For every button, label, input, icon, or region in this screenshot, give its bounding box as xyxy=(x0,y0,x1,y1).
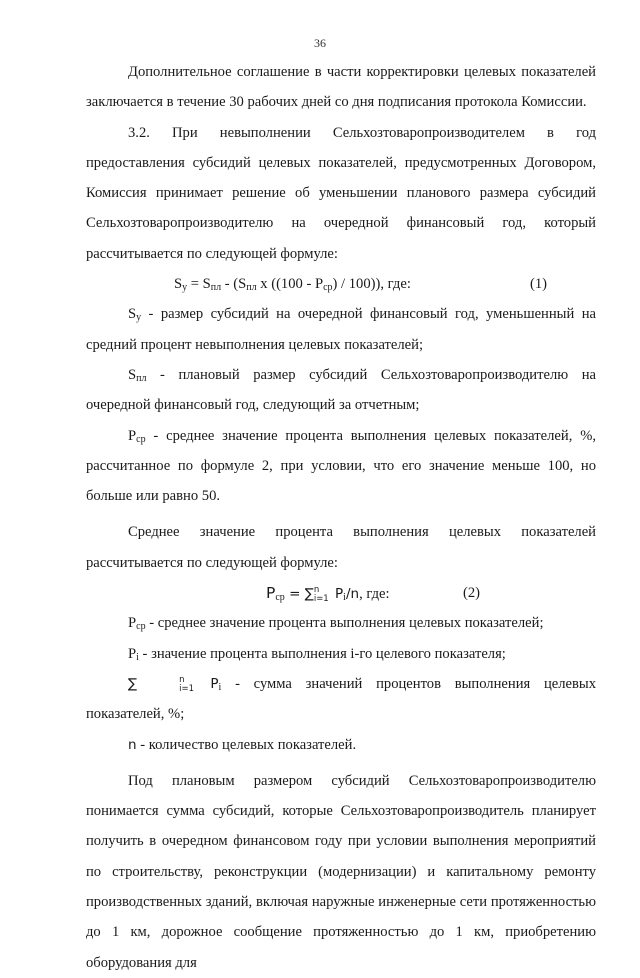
definition-spl: $S_{пл}$ - плановый размер субсидий Сельхозтоваропроизводителю на очередной финансовый год, следующий за отчетным; xyxy=(86,366,596,414)
paragraph-average: Среднее значение процента выполнения целевых показателей рассчитывается по следующей формуле: xyxy=(86,524,596,571)
paragraph-agreement: Дополнительное соглашение в части корректировки целевых показателей заключается в течение 30 рабочих дней со дня подписания протокола Комиссии. xyxy=(86,64,596,111)
paragraph-planned-size: Под плановым размером субсидий Сельхозтоваропроизводителю понимается сумма субсидий, которые Сельхозтоваропроизводитель планирует получить в очередном финансовом году при условии выполнения мероприятий по строительству, реконструкции (модернизации) и капитальному ремонту производственных зданий, включая наружные инженерные сети протяженностью до 1 км, дорожное сообщение протяженностью до 1 км, приобретению оборудования для xyxy=(86,772,596,971)
sigma-symbol: ∑ xyxy=(304,586,314,603)
formula-1 xyxy=(86,269,596,299)
document-body xyxy=(86,57,596,978)
definition-sy: $S_у$ - размер субсидий на очередной финансовый год, уменьшенный на средний процент невыполнения целевых показателей; xyxy=(86,306,596,353)
formula-1-number: (1) xyxy=(530,276,548,293)
list-item-sum: ∑ n i=1 $P_i$ - сумма значений процентов выполнения целевых показателей, %; xyxy=(86,674,596,723)
paragraph-3-2: 3.2. При невыполнении Сельхозтоваропроизводителем в год предоставления субсидий целевых показателей, предусмотренных Договором, Комиссия принимает решение об уменьшении планового размера субсидий Сельхозтоваропроизводителю на очередной финансовый год, который рассчитывается по следующей формуле: xyxy=(86,124,596,262)
formula-2 xyxy=(86,578,596,608)
definition-pcp: $P_{ср}$ - среднее значение процента выполнения целевых показателей, %, рассчитанное по формуле 2, при условии, что его значение меньше 100, но больше или равно 50. xyxy=(86,427,596,505)
formula-2-number: (2) xyxy=(463,585,481,602)
page-number: 36 xyxy=(314,36,326,50)
formula-1-expression: $S_у = S_{пл} - (S_{пл}$ х $((100 - P_{ср}) / 100)$), где: xyxy=(174,276,411,294)
sigma-symbol: ∑ xyxy=(128,675,138,692)
list-item-pi: $P_i$ - значение процента выполнения i-го целевого показателя; xyxy=(128,645,506,663)
list-item-n: n - количество целевых показателей. xyxy=(128,736,357,753)
list-item-pcp: $P_{ср}$ - среднее значение процента выполнения целевых показателей; xyxy=(128,615,544,633)
formula-2-expression: $P_{ср}$ = ∑ n i=1 $P_i/n$, где: xyxy=(266,584,390,605)
